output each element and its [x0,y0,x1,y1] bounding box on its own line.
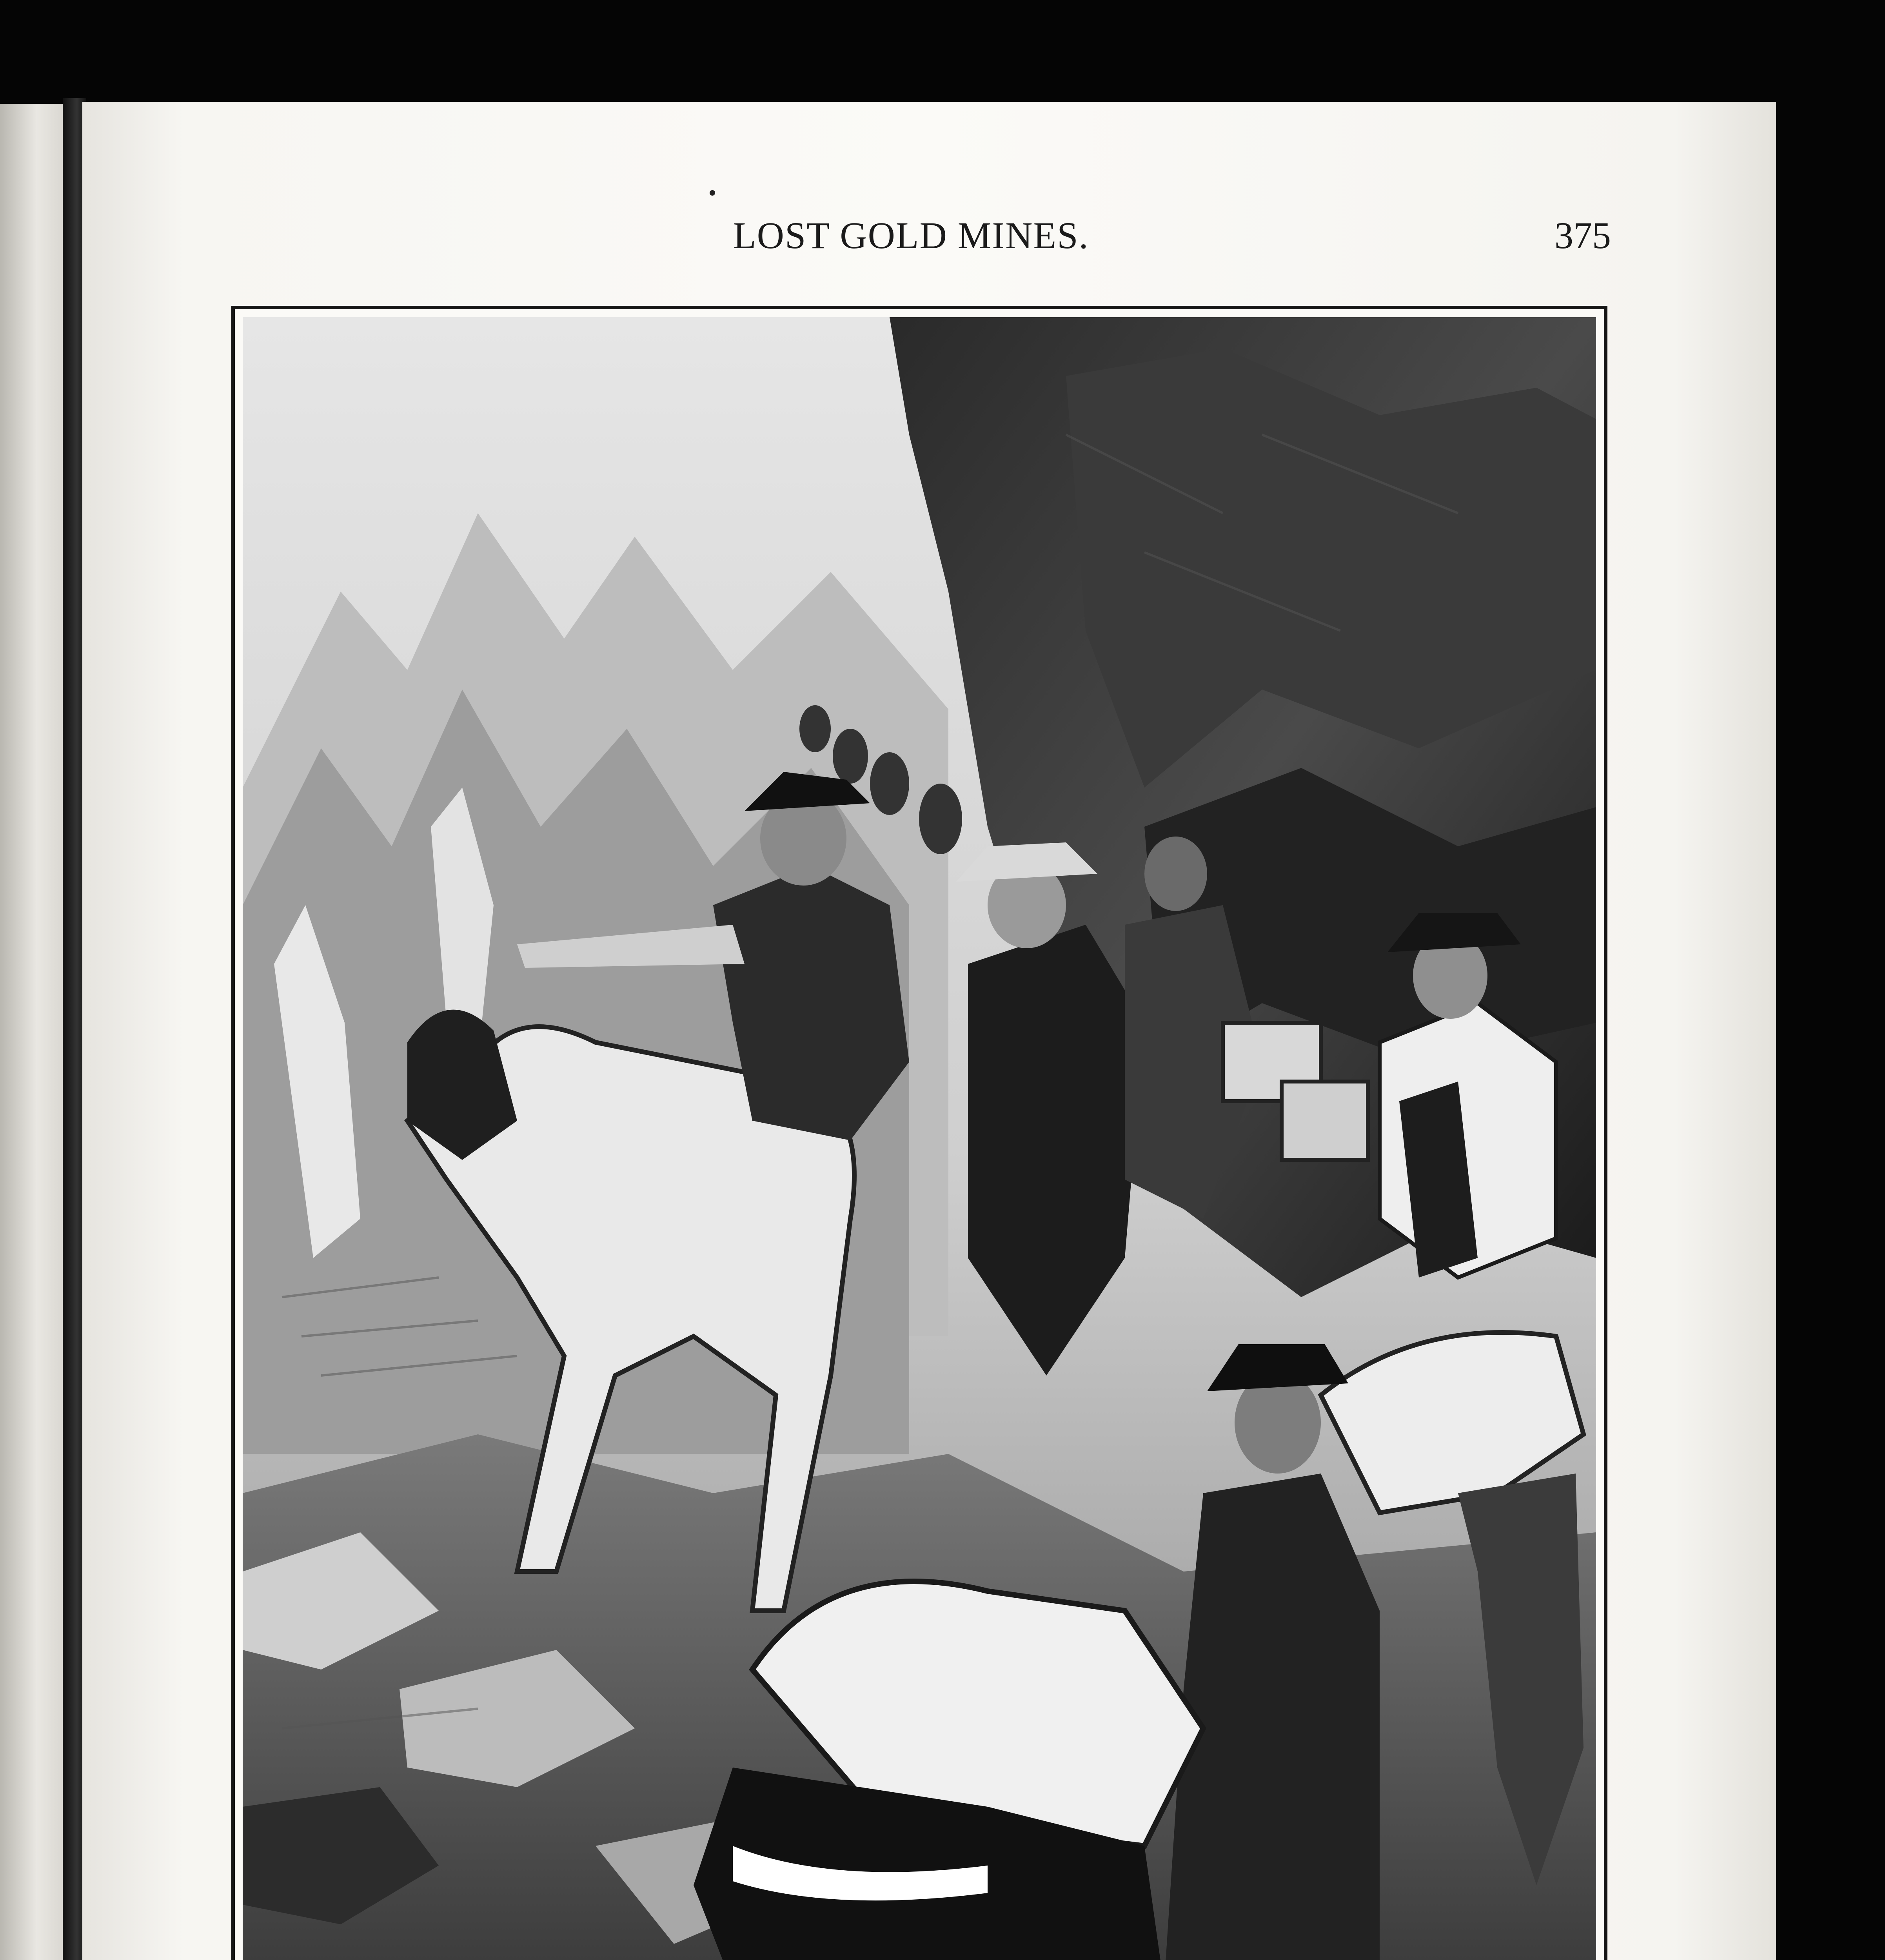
running-head-title: LOST GOLD MINES. [733,214,1089,256]
page-number: 375 [1554,214,1611,256]
book-page [82,102,1776,1960]
illustration-plate [243,317,1596,1960]
adjacent-page-edge [0,104,67,1960]
running-head [82,214,1776,261]
mountain-trail-illustration [243,317,1596,1960]
illustration-frame [231,306,1607,1960]
ink-speck [710,190,715,196]
